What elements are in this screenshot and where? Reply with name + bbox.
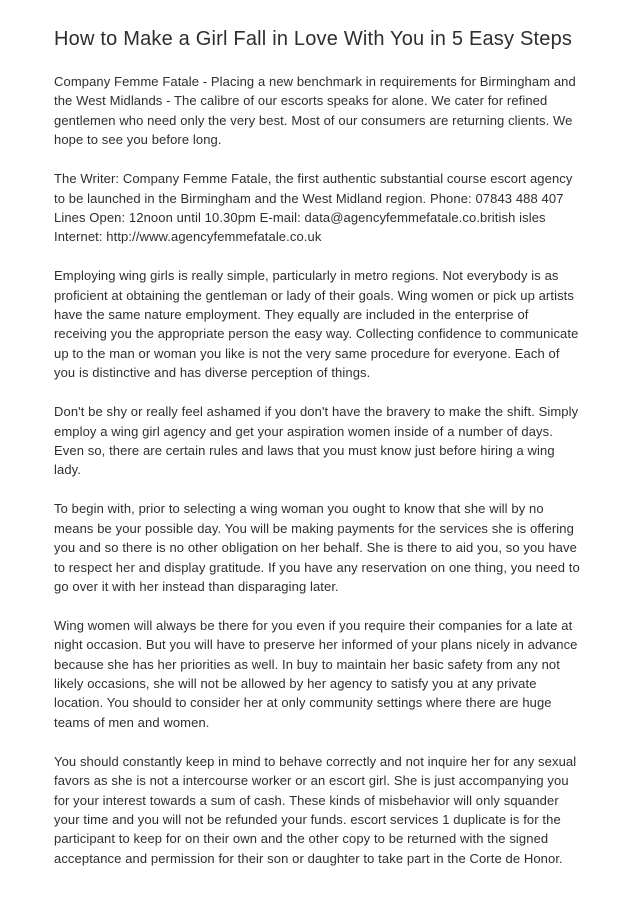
document-body [54, 72, 584, 868]
paragraph-wing-women-availability: Wing women will always be there for you even if you require their companies for a late at night occasion. But you will have to preserve her informed of your plans nicely in advance because she has her priorities as well. In buy to maintain her basic safety from any not likely occasions, she will not be allowed by her agency to satisfy you at any private location. You should to consider her at only community settings where there are huge teams of men and women. [54, 617, 578, 730]
paragraph-writer-contact: The Writer: Company Femme Fatale, the first authentic substantial course escort agency to be launched in the Birmingham and the West Midland region. Phone: 07843 488 407 Lines Open: 12noon until 10.30pm E-mail: data@agencyfemmefatale.co.british isles Internet: http://www.agencyfemmefatale.co.uk [54, 171, 573, 245]
paragraph-behave-correctly: You should constantly keep in mind to behave correctly and not inquire her for any sexual favors as she is not a intercourse worker or an escort girl. She is just accompanying you for your interest towards a sum of cash. These kinds of misbehavior will only squander your time and you will not be refunded your funds. escort services 1 duplicate is for the participant to keep for on their own and the other copy to be returned with the signed acceptance and permission for their son or daughter to take part in the Corte de Honor. [54, 753, 577, 866]
paragraph-dont-be-shy: Don't be shy or really feel ashamed if you don't have the bravery to make the shift. Simply employ a wing girl agency and get your aspiration women inside of a number of days. Even so, there are certain rules and laws that you must know just before hiring a wing lady. [54, 404, 579, 478]
paragraph-intro: Company Femme Fatale - Placing a new benchmark in requirements for Birmingham and the West Midlands - The calibre of our escorts speaks for alone. We cater for refined gentlemen who need only the very best. Most of our consumers are returning clients. We hope to see you before long. [54, 74, 576, 148]
paragraph-employing-wing-girls: Employing wing girls is really simple, particularly in metro regions. Not everybody is as proficient at obtaining the gentleman or lady of their goals. Wing women or pick up artists have the same nature employment. They equally are included in the enterprise of receiving you the appropriate person the easy way. Collecting confidence to communicate up to the man or woman you like is not the very same procedure for everyone. Each of you is distinctive and has diverse perception of things. [54, 268, 579, 381]
document-title: How to Make a Girl Fall in Love With You in 5 Easy Steps [54, 28, 573, 50]
paragraph-to-begin-with: To begin with, prior to selecting a wing woman you ought to know that she will by no means be your possible day. You will be making payments for the services she is offering you and so there is no other obligation on her behalf. She is there to aid you, so you have to respect her and display gratitude. If you have any reservation on one thing, you need to go over it with her instead than disparaging later. [54, 501, 580, 594]
